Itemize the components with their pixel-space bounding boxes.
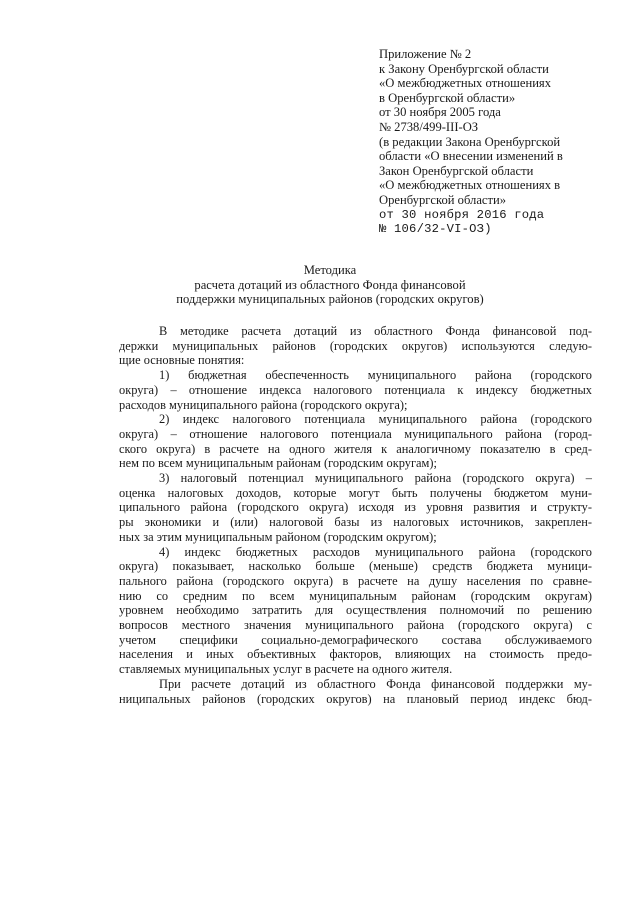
appendix-line: Оренбургской области» (379, 192, 507, 207)
body-line: оценка налоговых доходов, которые могут быть получены бюджетом муни- (119, 485, 592, 500)
body-line: округа) – отношение налогового потенциала муниципального района (город- (119, 426, 592, 441)
appendix-line: к Закону Оренбургской области (379, 61, 549, 76)
appendix-line: в Оренбургской области» (379, 90, 516, 105)
document-heading (90, 263, 570, 307)
body-line: 3) налоговый потенциал муниципального района (городского округа) – (159, 471, 592, 486)
body-text (119, 324, 592, 706)
document-subtitle: расчета дотаций из областного Фонда финансовой (194, 277, 466, 292)
body-line: 1) бюджетная обеспеченность муниципального района (городского (159, 368, 592, 383)
appendix-line: «О межбюджетных отношениях (379, 76, 552, 91)
amendment-date: от 30 ноября 2016 года (379, 207, 545, 222)
body-line: При расчете дотаций из областного Фонда финансовой поддержки му- (159, 676, 592, 691)
body-line: пального района (городского округа) в расчете на душу населения по сравне- (119, 573, 592, 588)
body-line: учетом специфики социально-демографического состава обслуживаемого (119, 632, 592, 647)
appendix-line: (в редакции Закона Оренбургской (379, 134, 561, 149)
body-line: расходов муниципального района (городского округа); (119, 397, 408, 412)
appendix-line: «О межбюджетных отношениях в (379, 178, 561, 193)
appendix-line: области «О внесении изменений в (379, 149, 563, 164)
body-line: ского округа) в расчете на одного жителя к аналогичному показателю в сред- (119, 441, 592, 456)
amendment-number: № 106/32-VI-ОЗ) (379, 222, 492, 237)
appendix-line: № 2738/499-III-ОЗ (379, 119, 479, 134)
appendix-line: Приложение № 2 (379, 47, 472, 61)
body-line: округа) показывает, насколько больше (меньше) средств бюджета муници- (119, 559, 592, 574)
document-subtitle: поддержки муниципальных районов (городских округов) (176, 292, 484, 307)
body-line: ных за этим муниципальным районом (городским округом); (119, 529, 437, 544)
body-line: ципального района (городского округа) исходя из уровня развития и структу- (119, 500, 592, 515)
body-line: 2) индекс налогового потенциала муниципального района (городского (159, 412, 592, 427)
body-line: населения и иных объективных факторов, влияющих на стоимость предо- (119, 647, 592, 662)
body-line: нем по всем муниципальным районам (городским округам); (119, 456, 437, 471)
body-line: держки муниципальных районов (городских округов) используются следую- (119, 338, 592, 353)
appendix-line: Закон Оренбургской области (379, 163, 534, 178)
document-title: Методика (303, 263, 357, 277)
body-line: ставляемых муниципальных услуг в расчете на одного жителя. (119, 662, 453, 677)
body-line: щие основные понятия: (119, 353, 245, 368)
body-line: В методике расчета дотаций из областного Фонда финансовой под- (159, 324, 592, 338)
body-line: уровнем необходимо затратить для осуществления полномочий по решению (119, 603, 592, 618)
body-line: нию со средним по всем муниципальным районам (городским округам) (119, 588, 592, 603)
body-line: вопросов местного значения муниципального района (городского округа) с (119, 618, 592, 633)
body-line: ры экономики и (или) налоговой базы из налоговых источников, закреплен- (119, 515, 592, 530)
appendix-header (379, 47, 629, 237)
body-line: ниципальных районов (городских округов) на плановый период индекс бюд- (119, 691, 592, 706)
appendix-line: от 30 ноября 2005 года (379, 105, 501, 120)
body-line: округа) – отношение индекса налогового потенциала к индексу бюджетных (119, 382, 592, 397)
body-line: 4) индекс бюджетных расходов муниципального района (городского (159, 544, 592, 559)
